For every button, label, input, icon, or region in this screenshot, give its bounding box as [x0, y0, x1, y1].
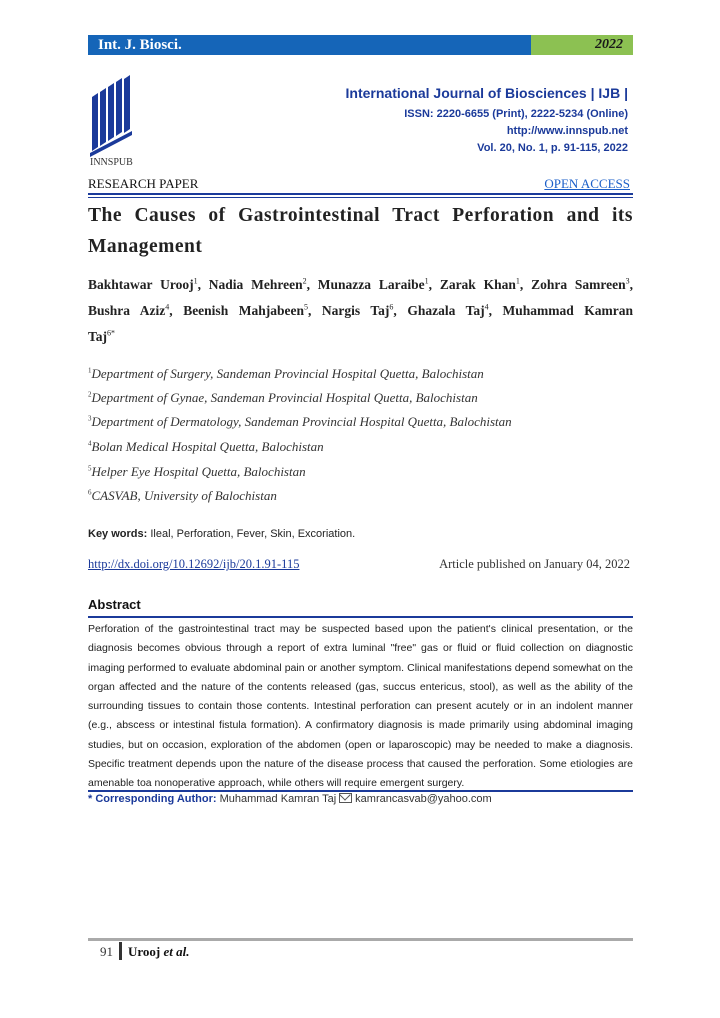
page-number: 91 [100, 944, 113, 959]
author: Beenish Mahjabeen$^5$ [183, 302, 308, 318]
author: Zarak Khan$^1$ [439, 276, 520, 292]
author: Ghazala Taj$^4$ [407, 302, 489, 318]
author-email[interactable]: kamrancasvab@yahoo.com [355, 793, 492, 805]
divider [88, 197, 633, 198]
journal-short-title: Int. J. Biosci. [88, 35, 531, 55]
affiliation: $^1$Department of Surgery, Sandeman Provincial Hospital Quetta, Balochistan [88, 366, 484, 381]
author-list: Bakhtawar Urooj$^1$, Nadia Mehreen$^2$, Munazza Laraibe$^1$, Zarak Khan$^1$, Zohra Samreen$^3$, Bushra Aziz$^4$, Beenish Mahjabeen$^5$, Nargis Taj$^6$, Ghazala Taj$^4$, Muhammad Kamran Taj$^{6*}$ [88, 276, 634, 344]
logo-label: INNSPUB [90, 157, 133, 168]
author: Bushra Aziz$^4$ [88, 302, 170, 318]
research-paper-label: RESEARCH PAPER [88, 176, 199, 191]
corresponding-author: * Corresponding Author: Muhammad Kamran Taj kamrancasvab@yahoo.com [88, 793, 492, 805]
author: Muhammad Kamran Taj$^{6*}$ [88, 303, 634, 344]
author: Nadia Mehreen$^2$ [208, 276, 307, 292]
affiliation: $^5$Helper Eye Hospital Quetta, Balochistan [88, 464, 306, 479]
divider [88, 790, 633, 792]
keywords: Key words: Ileal, Perforation, Fever, Skin, Excoriation. [88, 528, 356, 540]
publish-date: Article published on January 04, 2022 [439, 557, 630, 571]
author: Nargis Taj$^6$ [321, 302, 394, 318]
paper-title: The Causes of Gastrointestinal Tract Perforation and its Management [88, 205, 633, 257]
divider [88, 616, 633, 618]
year-badge: 2022 [531, 35, 633, 55]
affiliation: $^6$CASVAB, University of Balochistan [88, 488, 277, 503]
abstract-text: Perforation of the gastrointestinal tract may be suspected based upon the patient's clinical presentation, or the diagnosis becomes obvious through a report of extra luminal "free" gas or fluid or fluid collection on diagnostic imaging performed to evaluate abdominal pain or another symptom. Clinical manifestations depend somewhat on the organ affected and the nature of the contents released (gas, succus entericus, stool), as well as the ability of the surrounding tissues to contain those contents. Intestinal perforation can present acutely or in an indolent manner (e.g., abscess or intestinal fistula formation). A confirmatory diagnosis is made primarily using abdominal imaging studies, but on occasion, exploration of the abdomen (open or laparoscopic) may be needed to make a diagnosis. Specific treatment depends upon the nature of the disease process that caused the perforation. Some etiologies are amenable toa nonoperative approach, while others will require emergent surgery. [88, 623, 633, 790]
abstract-heading: Abstract [88, 597, 141, 612]
author: Bakhtawar Urooj$^1$ [88, 276, 198, 292]
innspub-logo [88, 75, 148, 170]
author: Zohra Samreen$^3$ [531, 276, 630, 292]
divider [88, 193, 633, 195]
footer-author: Urooj et al. [128, 944, 190, 959]
author: Munazza Laraibe$^1$ [317, 276, 429, 292]
affiliation: $^4$Bolan Medical Hospital Quetta, Balochistan [88, 439, 324, 454]
journal-url[interactable]: http://www.innspub.net [506, 125, 628, 137]
journal-volume: Vol. 20, No. 1, p. 91-115, 2022 [477, 142, 628, 154]
doi-link[interactable]: http://dx.doi.org/10.12692/ijb/20.1.91-115 [88, 557, 300, 571]
open-access-link[interactable]: OPEN ACCESS [544, 176, 630, 191]
journal-issn: ISSN: 2220-6655 (Print), 2222-5234 (Online) [404, 108, 628, 120]
footer-separator [119, 942, 122, 960]
journal-name: International Journal of Biosciences | IJB | [345, 85, 628, 101]
footer-divider [88, 938, 633, 941]
affiliation: $^3$Department of Dermatology, Sandeman Provincial Hospital Quetta, Balochistan [88, 414, 512, 429]
affiliation: $^2$Department of Gynae, Sandeman Provincial Hospital Quetta, Balochistan [88, 390, 478, 405]
mail-icon [339, 793, 352, 803]
